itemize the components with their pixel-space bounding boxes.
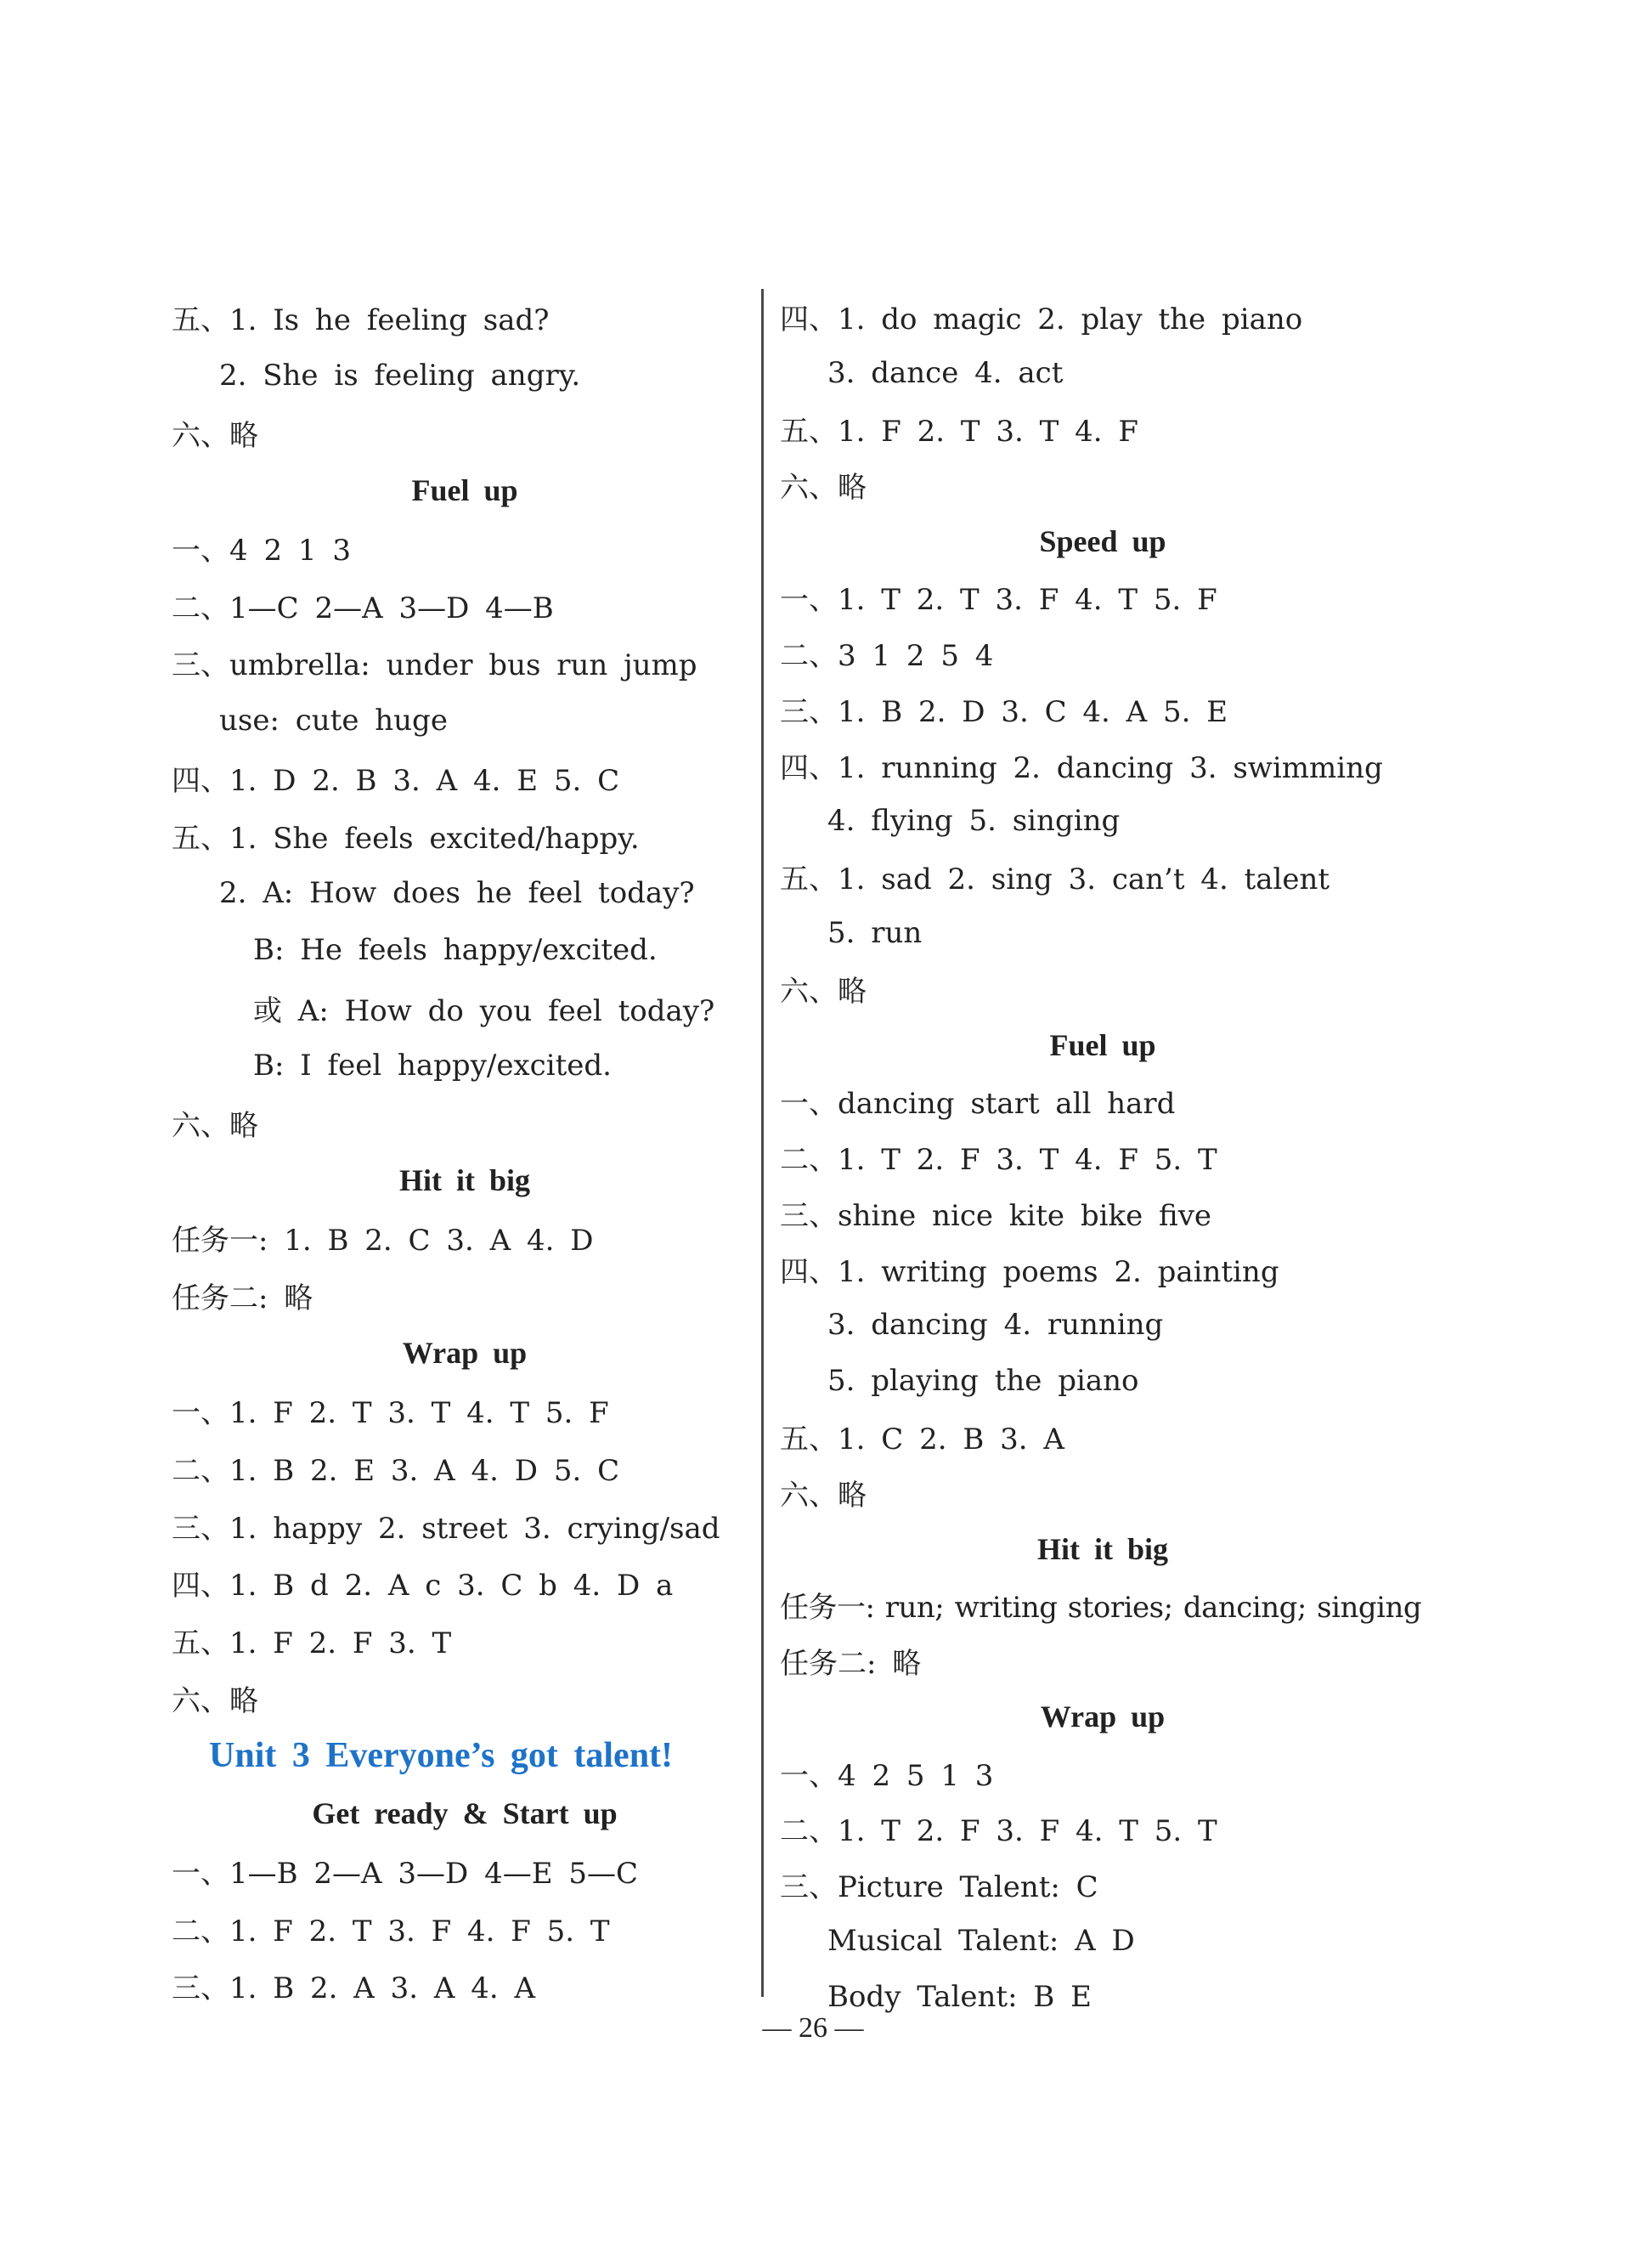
answer-line: 3. dance 4. act — [827, 355, 1064, 390]
answer-line: 2. A: How does he feel today? — [219, 875, 695, 910]
answer-line: 三、shine nice kite bike five — [780, 1198, 1212, 1233]
answer-line: 五、1. She feels excited/happy. — [172, 821, 640, 856]
answer-line: 二、1. B 2. E 3. A 4. D 5. C — [172, 1454, 620, 1489]
answer-line: 四、1. D 2. B 3. A 4. E 5. C — [172, 763, 620, 798]
column-divider — [761, 289, 764, 1997]
left-column — [172, 289, 758, 2015]
answer-line: 五、1. F 2. T 3. T 4. F — [780, 415, 1138, 450]
answer-line: Body Talent: B E — [827, 1979, 1092, 2014]
answer-line: 四、1. do magic 2. play the piano — [780, 303, 1303, 337]
answer-line: 一、1. F 2. T 3. T 4. T 5. F — [172, 1396, 609, 1431]
answer-line: 一、4 2 5 1 3 — [780, 1758, 994, 1793]
answer-line: B: He feels happy/excited. — [253, 933, 658, 968]
answer-line: 五、1. Is he feeling sad? — [172, 303, 550, 338]
answer-line: 5. playing the piano — [827, 1363, 1139, 1398]
answer-line: B: I feel happy/excited. — [253, 1048, 612, 1083]
answer-line: 四、1. running 2. dancing 3. swimming — [780, 750, 1383, 785]
answer-line: 任务一: 1. B 2. C 3. A 4. D — [172, 1224, 594, 1258]
answer-line: 任务二: 略 — [172, 1281, 313, 1316]
answer-line: 一、1. T 2. T 3. F 4. T 5. F — [780, 582, 1217, 617]
section-heading: Wrap up — [402, 1336, 528, 1371]
section-heading: Wrap up — [1040, 1700, 1166, 1734]
section-heading: Speed up — [1039, 523, 1166, 558]
answer-line: 一、1—B 2—A 3—D 4—E 5—C — [172, 1856, 639, 1891]
answer-line: 一、4 2 1 3 — [172, 534, 351, 568]
answer-line: 三、1. B 2. D 3. C 4. A 5. E — [780, 694, 1228, 729]
answer-line: 六、略 — [780, 975, 867, 1010]
answer-line: 3. dancing 4. running — [827, 1307, 1164, 1342]
page-number: — 26 — — [762, 2012, 864, 2044]
answer-line: 三、1. B 2. A 3. A 4. A — [172, 1971, 536, 2006]
section-heading: Fuel up — [1049, 1027, 1156, 1062]
answer-line: 二、1—C 2—A 3—D 4—B — [172, 591, 554, 625]
answer-line: 三、umbrella: under bus run jump — [172, 648, 697, 683]
answer-line: 六、略 — [172, 418, 258, 453]
answer-line: 二、1. T 2. F 3. F 4. T 5. T — [780, 1814, 1217, 1849]
answer-line: 二、3 1 2 5 4 — [780, 638, 994, 673]
answer-line: 五、1. sad 2. sing 3. can’t 4. talent — [780, 863, 1330, 897]
answer-line: 一、dancing start all hard — [780, 1086, 1176, 1121]
answer-line: 六、略 — [780, 471, 867, 506]
answer-line: Musical Talent: A D — [827, 1923, 1135, 1958]
answer-line: 三、1. happy 2. street 3. crying/sad — [172, 1511, 720, 1546]
answer-line: 5. run — [827, 915, 923, 950]
section-heading: Fuel up — [411, 472, 518, 507]
answer-line: 2. She is feeling angry. — [219, 358, 581, 393]
unit-title: Unit 3 Everyone’s got talent! — [209, 1736, 674, 1776]
answer-line: 二、1. T 2. F 3. T 4. F 5. T — [780, 1142, 1217, 1177]
right-column — [780, 289, 1426, 2025]
section-heading: Hit it big — [398, 1163, 530, 1198]
answer-line: 六、略 — [172, 1683, 258, 1718]
answer-line: 二、1. F 2. T 3. F 4. F 5. T — [172, 1914, 610, 1948]
answer-line: 六、略 — [780, 1479, 867, 1513]
answer-line: use: cute huge — [219, 703, 448, 738]
answer-line: 任务二: 略 — [780, 1646, 922, 1681]
answer-line: 五、1. C 2. B 3. A — [780, 1422, 1064, 1457]
answer-line: 任务一: run; writing stories; dancing; singing — [780, 1590, 1422, 1625]
answer-line: 或 A: How do you feel today? — [253, 993, 715, 1028]
answer-line: 五、1. F 2. F 3. T — [172, 1626, 452, 1661]
section-heading: Get ready & Start up — [312, 1796, 618, 1830]
answer-line: 六、略 — [172, 1108, 258, 1143]
section-heading: Hit it big — [1036, 1531, 1168, 1566]
answer-line: 四、1. B d 2. A c 3. C b 4. D a — [172, 1569, 674, 1603]
answer-line: 4. flying 5. singing — [827, 803, 1121, 838]
answer-line: 三、Picture Talent: C — [780, 1870, 1098, 1905]
answer-line: 四、1. writing poems 2. painting — [780, 1254, 1279, 1289]
